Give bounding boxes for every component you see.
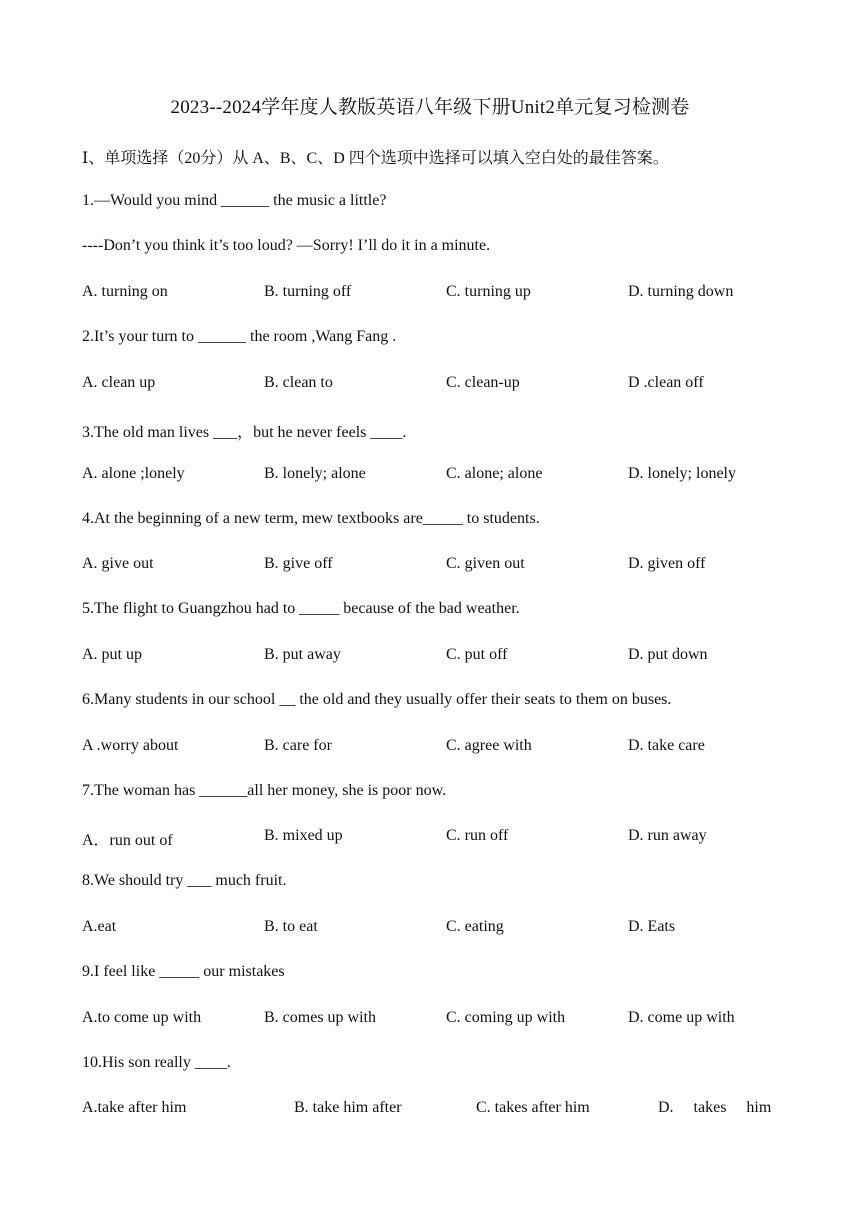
option-d: D. Eats: [628, 918, 676, 935]
option-a: A.to come up with: [82, 1009, 202, 1026]
option-a: A. turning on: [82, 283, 168, 300]
option-d: D. takes him: [658, 1099, 772, 1116]
option-b: B. give off: [264, 555, 333, 572]
option-b: B. turning off: [264, 283, 352, 300]
option-a: A. alone ;lonely: [82, 465, 185, 482]
option-a: A．run out of: [82, 832, 173, 849]
option-b: B. lonely; alone: [264, 465, 366, 482]
option-a: A.take after him: [82, 1099, 187, 1116]
question-stem: 9.I feel like _____ our mistakes: [82, 963, 285, 980]
option-c: C. clean-up: [446, 374, 520, 391]
option-c: C. run off: [446, 827, 509, 844]
option-a: A. give out: [82, 555, 154, 572]
option-d: D. come up with: [628, 1009, 735, 1026]
page-title: 2023--2024学年度人教版英语八年级下册Unit2单元复习检测卷: [170, 97, 690, 118]
question-stem: 10.His son really ____.: [82, 1054, 231, 1071]
option-a: A.eat: [82, 918, 117, 935]
option-a: A .worry about: [82, 737, 179, 754]
section-heading: Ⅰ、单项选择（20分）从 A、B、C、D 四个选项中选择可以填入空白处的最佳答案。: [82, 150, 669, 167]
option-b: B. take him after: [294, 1099, 402, 1116]
question-stem: 4.At the beginning of a new term, mew textbooks are_____ to students.: [82, 510, 540, 527]
option-b: B. to eat: [264, 918, 318, 935]
option-c: C. turning up: [446, 283, 531, 300]
option-c: C. given out: [446, 555, 525, 572]
question-stem-continued: ----Don’t you think it’s too loud? —Sorry! I’ll do it in a minute.: [82, 237, 491, 254]
option-a: A. clean up: [82, 374, 156, 391]
option-c: C. eating: [446, 918, 504, 935]
option-a: A. put up: [82, 646, 142, 663]
option-d: D. take care: [628, 737, 705, 754]
option-b: B. put away: [264, 646, 341, 663]
option-d: D. given off: [628, 555, 706, 572]
option-c: C. agree with: [446, 737, 532, 754]
option-c: C. put off: [446, 646, 508, 663]
option-c: C. alone; alone: [446, 465, 543, 482]
option-b: B. clean to: [264, 374, 333, 391]
option-c: C. coming up with: [446, 1009, 566, 1026]
option-c: C. takes after him: [476, 1099, 590, 1116]
question-stem: 1.—Would you mind ______ the music a little?: [82, 192, 387, 209]
question-stem: 8.We should try ___ much fruit.: [82, 872, 287, 889]
option-b: B. care for: [264, 737, 332, 754]
question-stem: 7.The woman has ______all her money, she is poor now.: [82, 782, 447, 799]
question-stem: 2.It’s your turn to ______ the room ,Wang Fang .: [82, 328, 397, 345]
option-b: B. comes up with: [264, 1009, 376, 1026]
option-d: D. lonely; lonely: [628, 465, 736, 482]
option-d: D .clean off: [628, 374, 704, 391]
option-d: D. put down: [628, 646, 708, 663]
option-d: D. run away: [628, 827, 707, 844]
question-stem: 3.The old man lives ___，but he never feels ____.: [82, 424, 407, 441]
question-stem: 5.The flight to Guangzhou had to _____ because of the bad weather.: [82, 600, 520, 617]
option-b: B. mixed up: [264, 827, 343, 844]
option-d: D. turning down: [628, 283, 734, 300]
question-stem: 6.Many students in our school __ the old and they usually offer their seats to them on buses.: [82, 691, 672, 708]
